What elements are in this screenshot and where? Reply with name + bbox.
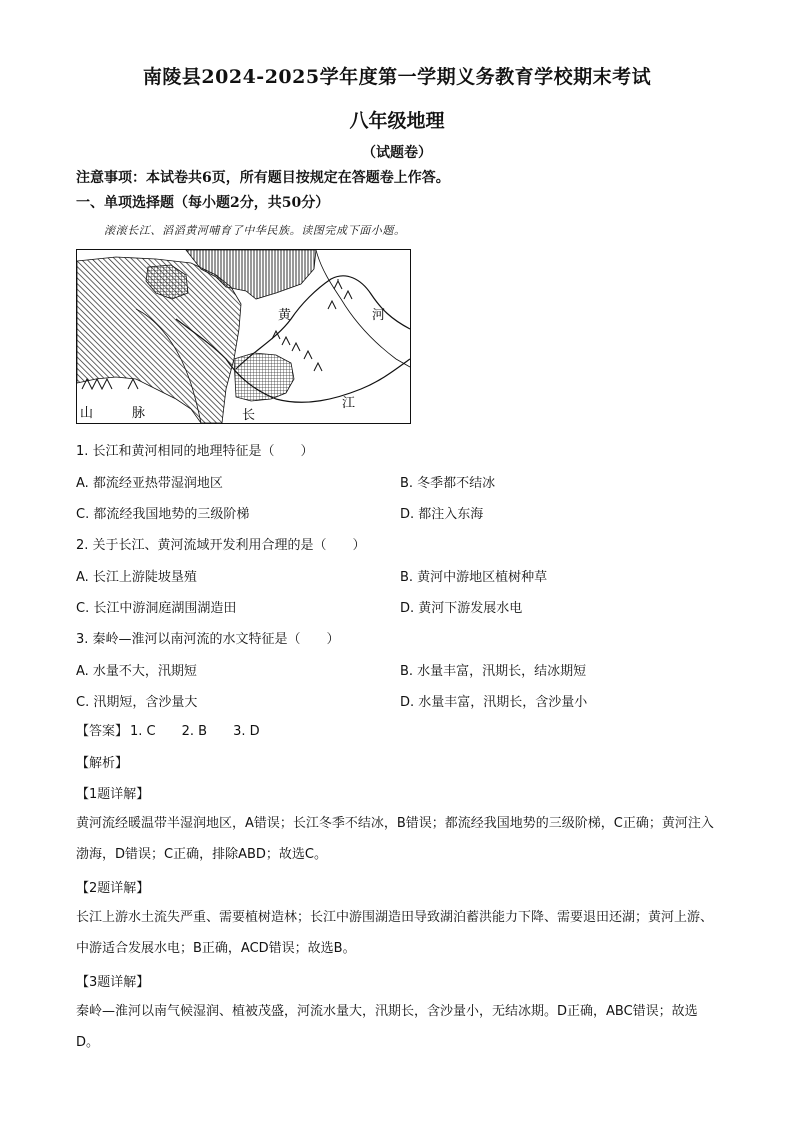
map-label-mai: 脉 bbox=[132, 406, 146, 421]
q2-option-c: C. 长江中游洞庭湖围湖造田 bbox=[76, 601, 237, 616]
analysis-label: 【解析】 bbox=[76, 756, 129, 771]
analysis-1-text: 黄河流经暖温带半湿润地区，A错误；长江冬季不结冰，B错误；都流经我国地势的三级阶梯，C正确；黄河注入渤海，D错误；C正确，排除ABD；故选C。 bbox=[76, 816, 714, 862]
exam-title: 南陵县2024-2025学年度第一学期义务教育学校期末考试 bbox=[142, 66, 652, 88]
q1-option-d: D. 都注入东海 bbox=[400, 507, 484, 522]
question-2-stem: 2. 关于长江、黄河流域开发利用合理的是（ ） bbox=[76, 538, 366, 553]
map-label-huang: 黄 bbox=[278, 308, 292, 323]
analysis-2-heading: 【2题详解】 bbox=[76, 881, 150, 896]
paper-tag: （试题卷） bbox=[362, 145, 432, 161]
q2-option-d: D. 黄河下游发展水电 bbox=[400, 601, 523, 616]
q1-option-b: B. 冬季都不结冰 bbox=[400, 476, 496, 491]
q3-option-c: C. 汛期短，含沙量大 bbox=[76, 695, 198, 710]
q3-option-a: A. 水量不大，汛期短 bbox=[76, 664, 197, 679]
notice-text: 注意事项：本试卷共6页，所有题目按规定在答题卷上作答。 bbox=[76, 170, 450, 186]
q1-option-a: A. 都流经亚热带湿润地区 bbox=[76, 476, 223, 491]
answer-2: 2. B bbox=[181, 724, 208, 739]
question-1-stem: 1. 长江和黄河相同的地理特征是（ ） bbox=[76, 444, 314, 459]
answer-3: 3. D bbox=[233, 724, 260, 739]
question-3-stem: 3. 秦岭—淮河以南河流的水文特征是（ ） bbox=[76, 632, 340, 647]
map-label-jiang: 江 bbox=[342, 396, 356, 411]
section-heading: 一、单项选择题（每小题2分，共50分） bbox=[76, 195, 330, 211]
answer-label: 【答案】 bbox=[76, 724, 129, 739]
q2-option-a: A. 长江上游陡坡垦殖 bbox=[76, 570, 197, 585]
question-intro: 滚滚长江、滔滔黄河哺育了中华民族。读图完成下面小题。 bbox=[104, 224, 406, 237]
q3-option-d: D. 水量丰富，汛期长，含沙量小 bbox=[400, 695, 588, 710]
analysis-2-text: 长江上游水土流失严重、需要植树造林；长江中游围湖造田导致湖泊蓄洪能力下降、需要退田还湖；黄河上游、中游适合发展水电；B正确，ACD错误；故选B。 bbox=[76, 910, 714, 956]
q1-option-c: C. 都流经我国地势的三级阶梯 bbox=[76, 507, 250, 522]
answer-1: 1. C bbox=[130, 724, 156, 739]
exam-subtitle: 八年级地理 bbox=[349, 110, 445, 132]
analysis-3-text: 秦岭—淮河以南气候湿润、植被茂盛，河流水量大，汛期长，含沙量小，无结冰期。D正确，ABC错误；故选D。 bbox=[76, 1004, 698, 1050]
q2-option-b: B. 黄河中游地区植树种草 bbox=[400, 570, 548, 585]
map-label-shan: 山 bbox=[80, 406, 94, 421]
answer-line bbox=[76, 720, 260, 739]
analysis-3-heading: 【3题详解】 bbox=[76, 975, 150, 990]
map-label-he: 河 bbox=[372, 308, 386, 323]
map-label-chang: 长 bbox=[242, 408, 256, 423]
q3-option-b: B. 水量丰富，汛期长，结冰期短 bbox=[400, 664, 587, 679]
river-map bbox=[76, 249, 411, 424]
analysis-1-heading: 【1题详解】 bbox=[76, 787, 150, 802]
